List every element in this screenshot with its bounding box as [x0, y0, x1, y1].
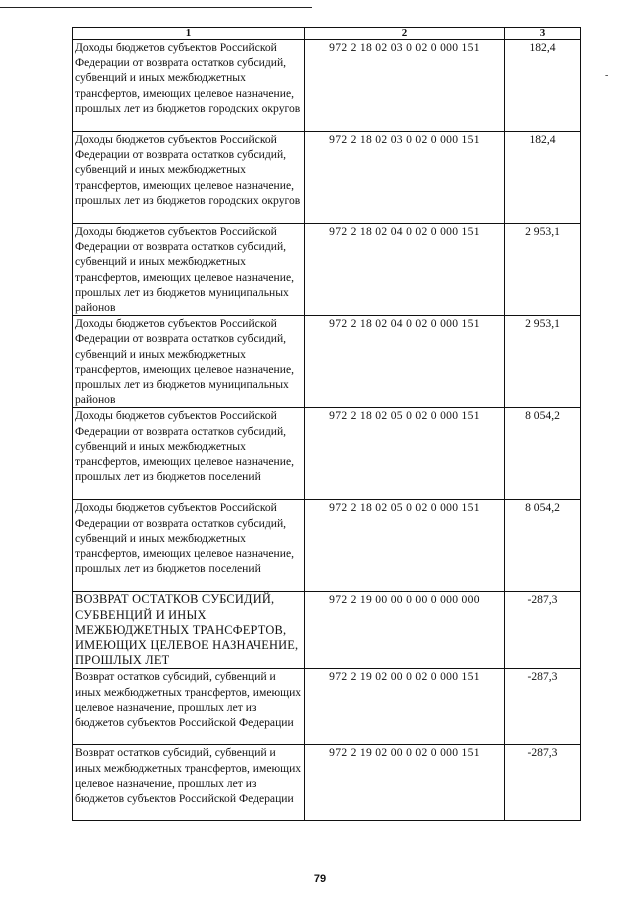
row-amount: -287,3 — [505, 669, 581, 745]
table-row — [73, 224, 581, 316]
row-description: Доходы бюджетов субъектов Российской Федерации от возврата остатков субсидий, субвенций и иных межбюджетных трансфертов, имеющих целевое назначение, прошлых лет из бюджетов поселений — [73, 500, 305, 592]
row-budget-code: 972 2 19 02 00 0 02 0 000 151 — [305, 669, 505, 745]
top-rule — [0, 7, 312, 8]
page-number: 79 — [313, 873, 327, 885]
margin-mark: - — [605, 70, 609, 81]
table-header-row — [73, 28, 581, 40]
table-row — [73, 408, 581, 500]
table-row — [73, 669, 581, 745]
row-amount: -287,3 — [505, 745, 581, 821]
column-header-2: 2 — [305, 28, 505, 40]
row-budget-code: 972 2 18 02 03 0 02 0 000 151 — [305, 40, 505, 132]
row-budget-code: 972 2 18 02 04 0 02 0 000 151 — [305, 224, 505, 316]
row-description: Доходы бюджетов субъектов Российской Федерации от возврата остатков субсидий, субвенций и иных межбюджетных трансфертов, имеющих целевое назначение, прошлых лет из бюджетов муниципальных районов — [73, 224, 305, 316]
row-amount: 8 054,2 — [505, 408, 581, 500]
row-budget-code: 972 2 18 02 05 0 02 0 000 151 — [305, 408, 505, 500]
row-amount: 8 054,2 — [505, 500, 581, 592]
table-row — [73, 745, 581, 821]
row-description: Доходы бюджетов субъектов Российской Федерации от возврата остатков субсидий, субвенций и иных межбюджетных трансфертов, имеющих целевое назначение, прошлых лет из бюджетов городских округов — [73, 40, 305, 132]
row-budget-code: 972 2 19 02 00 0 02 0 000 151 — [305, 745, 505, 821]
column-header-3: 3 — [505, 28, 581, 40]
row-description: Возврат остатков субсидий, субвенций и иных межбюджетных трансфертов, имеющих целевое назначение, прошлых лет из бюджетов субъектов Российской Федерации — [73, 669, 305, 745]
row-description: Возврат остатков субсидий, субвенций и иных межбюджетных трансфертов, имеющих целевое назначение, прошлых лет из бюджетов субъектов Российской Федерации — [73, 745, 305, 821]
row-amount: 182,4 — [505, 40, 581, 132]
row-description: Доходы бюджетов субъектов Российской Федерации от возврата остатков субсидий, субвенций и иных межбюджетных трансфертов, имеющих целевое назначение, прошлых лет из бюджетов муниципальных районов — [73, 316, 305, 408]
row-description: ВОЗВРАТ ОСТАТКОВ СУБСИДИЙ, СУБВЕНЦИЙ И ИНЫХ МЕЖБЮДЖЕТНЫХ ТРАНСФЕРТОВ, ИМЕЮЩИХ ЦЕЛЕВОЕ НАЗНАЧЕНИЕ, ПРОШЛЫХ ЛЕТ — [73, 592, 305, 669]
row-budget-code: 972 2 18 02 04 0 02 0 000 151 — [305, 316, 505, 408]
row-budget-code: 972 2 18 02 05 0 02 0 000 151 — [305, 500, 505, 592]
row-description: Доходы бюджетов субъектов Российской Федерации от возврата остатков субсидий, субвенций и иных межбюджетных трансфертов, имеющих целевое назначение, прошлых лет из бюджетов поселений — [73, 408, 305, 500]
row-description: Доходы бюджетов субъектов Российской Федерации от возврата остатков субсидий, субвенций и иных межбюджетных трансфертов, имеющих целевое назначение, прошлых лет из бюджетов городских округов — [73, 132, 305, 224]
budget-table — [72, 27, 581, 821]
row-budget-code: 972 2 19 00 00 0 00 0 000 000 — [305, 592, 505, 669]
column-header-1: 1 — [73, 28, 305, 40]
table-row — [73, 40, 581, 132]
row-amount: 2 953,1 — [505, 224, 581, 316]
table-row — [73, 592, 581, 669]
row-amount: -287,3 — [505, 592, 581, 669]
row-amount: 182,4 — [505, 132, 581, 224]
table-row — [73, 500, 581, 592]
row-budget-code: 972 2 18 02 03 0 02 0 000 151 — [305, 132, 505, 224]
row-amount: 2 953,1 — [505, 316, 581, 408]
table-row — [73, 316, 581, 408]
table-row — [73, 132, 581, 224]
